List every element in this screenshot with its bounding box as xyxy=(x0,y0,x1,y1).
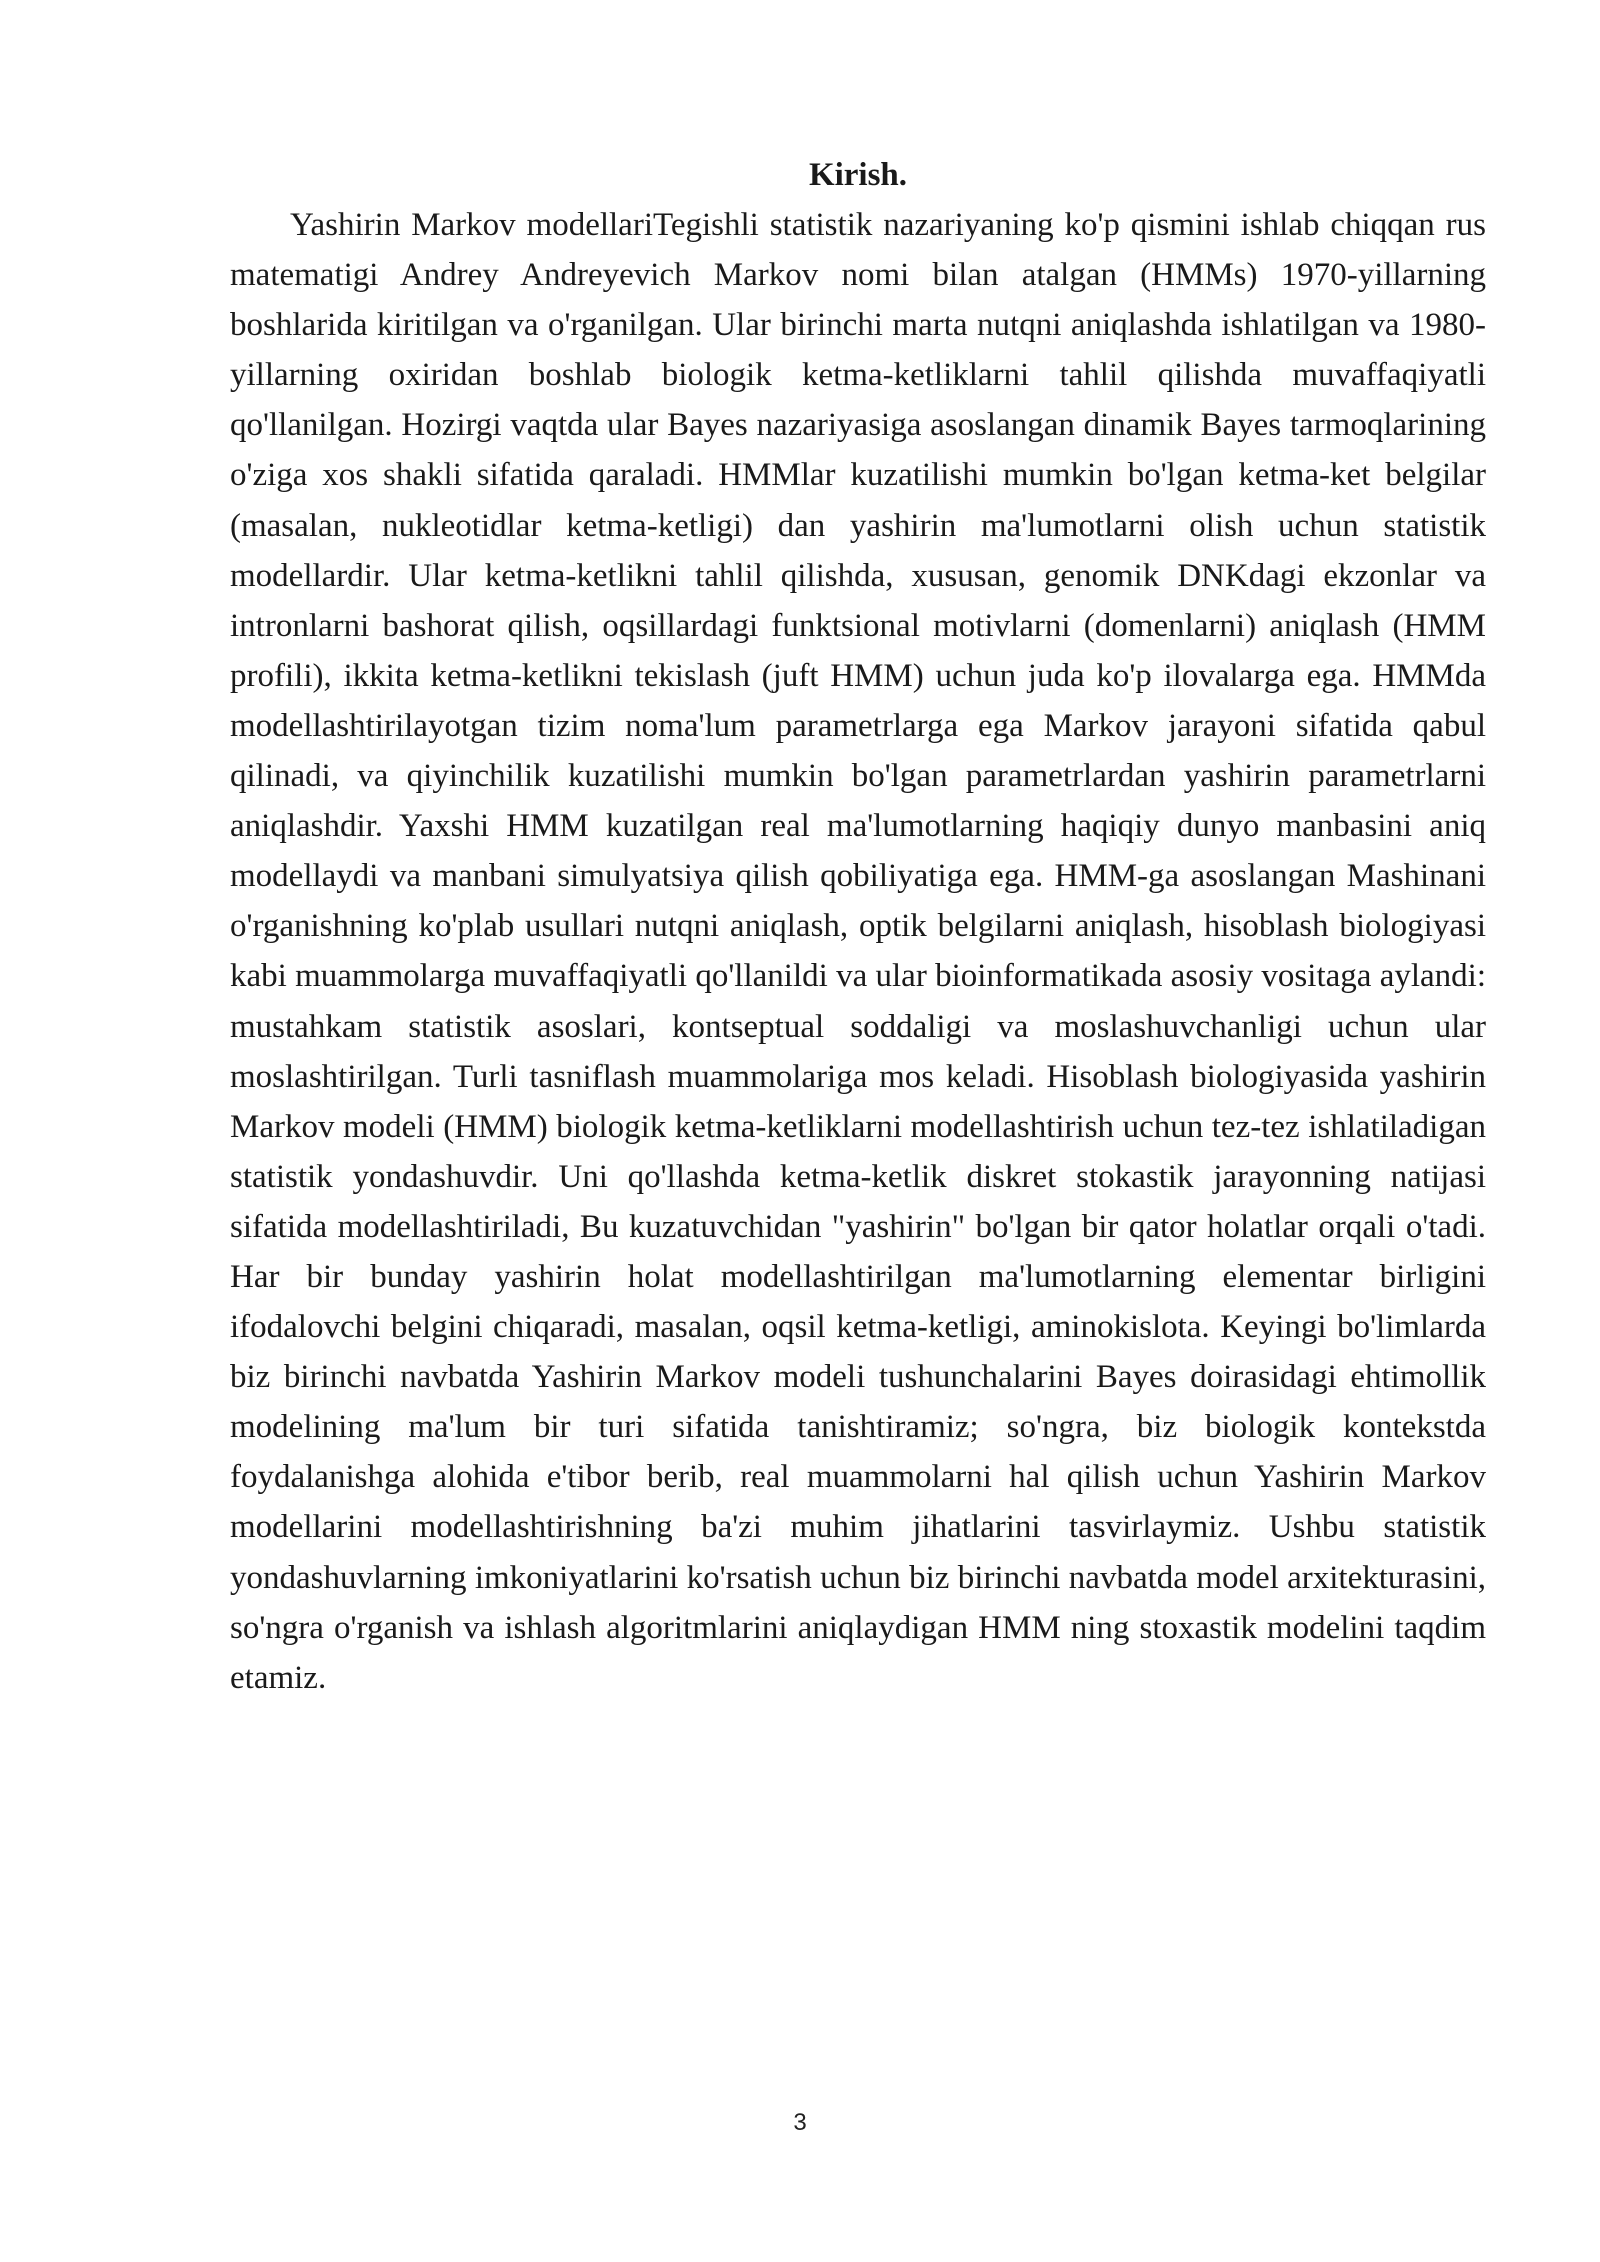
body-paragraph: Yashirin Markov modellariTegishli statistik nazariyaning ko'p qismini ishlab chiqqan rus matematigi Andrey Andreyevich Markov nomi bilan atalgan (HMMs) 1970-yillarning boshlarida kiritilgan va o'rganilgan. Ular birinchi marta nutqni aniqlashda ishlatilgan va 1980-yillarning oxiridan boshlab biologik ketma-ketliklarni tahlil qilishda muvaffaqiyatli qo'llanilgan. Hozirgi vaqtda ular Bayes nazariyasiga asoslangan dinamik Bayes tarmoqlarining o'ziga xos shakli sifatida qaraladi. HMMlar kuzatilishi mumkin bo'lgan ketma-ket belgilar (masalan, nukleotidlar ketma-ketligi) dan yashirin ma'lumotlarni olish uchun statistik modellardir. Ular ketma-ketlikni tahlil qilishda, xususan, genomik DNKdagi ekzonlar va intronlarni bashorat qilish, oqsillardagi funktsional motivlarni (domenlarni) aniqlash (HMM profili), ikkita ketma-ketlikni tekislash (juft HMM) uchun juda ko'p ilovalarga ega. HMMda modellashtirilayotgan tizim noma'lum parametrlarga ega Markov jarayoni sifatida qabul qilinadi, va qiyinchilik kuzatilishi mumkin bo'lgan parametrlardan yashirin parametrlarni aniqlashdir. Yaxshi HMM kuzatilgan real ma'lumotlarning haqiqiy dunyo manbasini aniq modellaydi va manbani simulyatsiya qilish qobiliyatiga ega. HMM-ga asoslangan Mashinani o'rganishning ko'plab usullari nutqni aniqlash, optik belgilarni aniqlash, hisoblash biologiyasi kabi muammolarga muvaffaqiyatli qo'llanildi va ular bioinformatikada asosiy vositaga aylandi: mustahkam statistik asoslari, kontseptual soddaligi va moslashuvchanligi uchun ular moslashtirilgan. Turli tasniflash muammolariga mos keladi. Hisoblash biologiyasida yashirin Markov modeli (HMM) biologik ketma-ketliklarni modellashtirish uchun tez-tez ishlatiladigan statistik yondashuvdir. Uni qo'llashda ketma-ketlik diskret stokastik jarayonning natijasi sifatida modellashtiriladi, Bu kuzatuvchidan "yashirin" bo'lgan bir qator holatlar orqali o'tadi. Har bir bunday yashirin holat modellashtirilgan ma'lumotlarning elementar birligini ifodalovchi belgini chiqaradi, masalan, oqsil ketma-ketligi, aminokislota. Keyingi bo'limlarda biz birinchi navbatda Yashirin Markov modeli tushunchalarini Bayes doirasidagi ehtimollik modelining ma'lum bir turi sifatida tanishtiramiz; so'ngra, biz biologik kontekstda foydalanishga alohida e'tibor berib, real muammolarni hal qilish uchun Yashirin Markov modellarini modellashtirishning ba'zi muhim jihatlarini tasvirlaymiz. Ushbu statistik yondashuvlarning imkoniyatlarini ko'rsatish uchun biz birinchi navbatda model arxitekturasini, so'ngra o'rganish va ishlash algoritmlarini aniqlaydigan HMM ning stoxastik modelini taqdim etamiz. xyxy=(230,207,1486,1696)
section-heading: Kirish. xyxy=(808,157,908,193)
page-number: 3 xyxy=(793,2109,807,2136)
